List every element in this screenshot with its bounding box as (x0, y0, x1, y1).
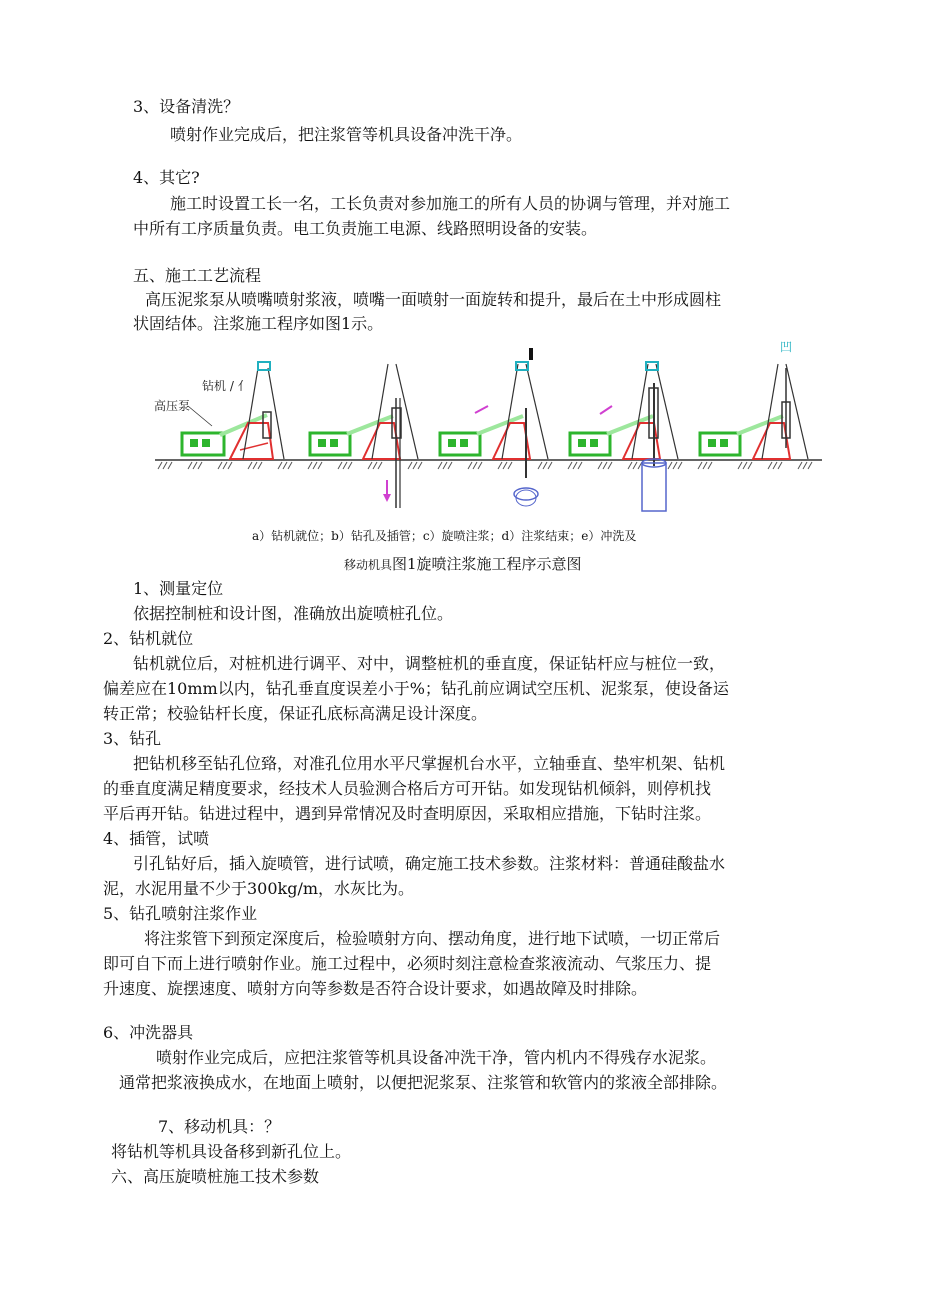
figure-title: 图1旋喷注浆施工程序示意图 (392, 555, 582, 573)
chapter-heading-process-flow: 五、施工工艺流程 (133, 266, 262, 285)
step-jet-line1: 将注浆管下到预定深度后，检验喷射方向、摆动角度，进行地下试喷，一切正常后 (144, 929, 721, 948)
step-flushing-line1: 喷射作业完成后，应把注浆管等机具设备冲洗干净，管内机内不得残存水泥浆。 (156, 1048, 717, 1067)
label-rig: 钻机 / 亻 (202, 379, 250, 393)
step-insert-line2: 泥，水泥用量不少于300kg/m，水灰比为。 (103, 879, 415, 898)
section-heading-other: 4、其它? (133, 168, 200, 187)
step-survey-line1: 依据控制桩和设计图，准确放出旋喷桩孔位。 (133, 604, 454, 623)
step-flushing-line2: 通常把浆液换成水，在地面上喷射，以便把泥浆泵、注浆管和软管内的浆液全部排除。 (119, 1073, 728, 1092)
step-rig-line1: 钻机就位后，对桩机进行调平、对中，调整桩机的垂直度，保证钻杆应与桩位一致， (133, 654, 726, 673)
figure-caption-small: 移动机具 (344, 558, 393, 572)
paragraph-other-line2: 中所有工序质量负责。电工负责施工电源、线路照明设备的安装。 (133, 219, 598, 238)
step-heading-survey: 1、测量定位 (133, 579, 224, 598)
step-drilling-line2: 的垂直度满足精度要求，经技术人员验测合格后方可开钻。如发现钻机倾斜，则停机找 (103, 779, 712, 798)
stage-a-rig-positioning (182, 362, 284, 459)
step-heading-drilling: 3、钻孔 (103, 729, 162, 748)
paragraph-intro-line2: 状固结体。注浆施工程序如图1示。 (133, 314, 384, 333)
paragraph-other-line1: 施工时设置工长一名，工长负责对参加施工的所有人员的协调与管理，并对施工 (170, 194, 731, 213)
stage-d-grouting-finished (570, 362, 678, 511)
label-high-pressure-pump: 高压泵 (154, 399, 191, 413)
label-corner-mark: 凹 (780, 340, 793, 354)
step-move-line1: 将钻机等机具设备移到新孔位上。 (111, 1142, 352, 1161)
step-jet-line2: 即可自下而上进行喷射作业。施工过程中，必须时刻注意检查浆液流动、气浆压力、提 (103, 954, 712, 973)
stage-c-jet-grouting (440, 348, 548, 506)
step-drilling-line1: 把钻机移至钻孔位臵，对准孔位用水平尺掌握机台水平，立轴垂直、垫牢机架、钻机 (133, 754, 726, 773)
jet-grouting-procedure-figure (150, 338, 830, 520)
step-heading-rig-positioning: 2、钻机就位 (103, 629, 194, 648)
section-heading-equipment-cleaning: 3、设备清洗？ (133, 97, 240, 116)
ground-hatching (158, 462, 812, 469)
stage-e-flushing-moving (700, 364, 808, 459)
step-insert-line1: 引孔钻好后，插入旋喷管，进行试喷，确定施工技术参数。注浆材料：普通硅酸盐水 (133, 854, 726, 873)
step-rig-line3: 转正常；校验钻杆长度，保证孔底标高满足设计深度。 (103, 704, 488, 723)
figure-caption-line1: a）钻机就位；b）钻孔及插管；c）旋喷注浆；d）注浆结束；e）冲洗及 (252, 529, 637, 543)
paragraph-equipment-cleaning: 喷射作业完成后，把注浆管等机具设备冲洗干净。 (170, 125, 523, 144)
stage-b-drilling-insertion (310, 364, 418, 508)
step-heading-flushing: 6、冲洗器具 (103, 1023, 194, 1042)
chapter-heading-technical-parameters: 六、高压旋喷桩施工技术参数 (111, 1167, 320, 1186)
figure-caption-line2 (344, 553, 582, 574)
paragraph-intro-line1: 高压泥浆泵从喷嘴喷射浆液，喷嘴一面喷射一面旋转和提升，最后在土中形成圆柱 (145, 290, 722, 309)
step-rig-line2: 偏差应在10mm以内，钻孔垂直度误差小于%；钻孔前应调试空压机、泥浆泵，使设备运 (103, 679, 729, 698)
step-heading-move-equipment: 7、移动机具：？ (158, 1117, 281, 1136)
step-jet-line3: 升速度、旋摆速度、喷射方向等参数是否符合设计要求，如遇故障及时排除。 (103, 979, 648, 998)
step-heading-jet-grouting: 5、钻孔喷射注浆作业 (103, 904, 258, 923)
step-heading-insert-trial: 4、插管，试喷 (103, 829, 210, 848)
step-drilling-line3: 平后再开钻。钻进过程中，遇到异常情况及时查明原因，采取相应措施，下钻时注浆。 (103, 804, 712, 823)
